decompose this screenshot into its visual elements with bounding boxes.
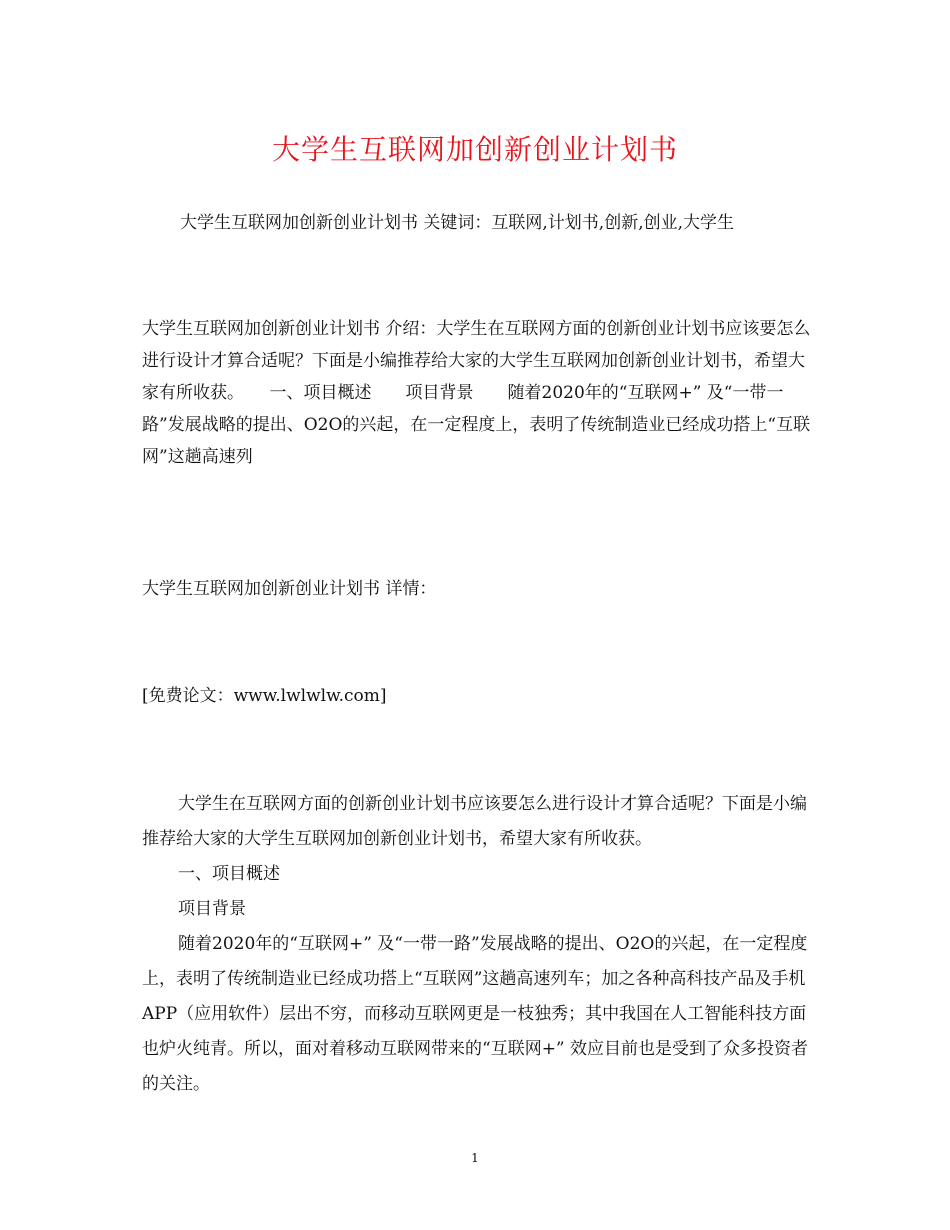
page-title: 大学生互联网加创新创业计划书 <box>271 133 678 166</box>
keywords-line: 大学生互联网加创新创业计划书 关键词：互联网,计划书,创新,创业,大学生 <box>180 213 735 233</box>
body-content <box>142 787 814 1102</box>
intro-text: 大学生互联网加创新创业计划书 介绍：大学生在互联网方面的创新创业计划书应该要怎么进行设计才算合适呢？下面是小编推荐给大家的大学生互联网加创新创业计划书，希望大家有所收获。 一、项目概述 项目背景 随着2020年的“互联网+” 及“一带一路”发展战略的提出、O2O的兴起，在一定程度上，表明了传统制造业已经成功搭上“互联网”这趟高速列 <box>142 319 811 467</box>
page-number: 1 <box>471 1151 479 1165</box>
details-label: 大学生互联网加创新创业计划书 详情： <box>142 579 437 599</box>
body-paragraph: 大学生在互联网方面的创新创业计划书应该要怎么进行设计才算合适呢？下面是小编推荐给大家的大学生互联网加创新创业计划书，希望大家有所收获。 <box>142 794 807 849</box>
body-paragraph: 随着2020年的“互联网+” 及“一带一路”发展战略的提出、O2O的兴起，在一定程度上，表明了传统制造业已经成功搭上“互联网”这趟高速列车；加之各种高科技产品及手机APP（应用软件）层出不穷，而移动互联网更是一枝独秀；其中我国在人工智能科技方面也炉火纯青。所以，面对着移动互联网带来的“互联网+” 效应目前也是受到了众多投资者的关注。 <box>142 934 809 1094</box>
subsection-heading: 项目背景 <box>178 899 246 919</box>
intro-paragraph <box>142 313 814 473</box>
source-link-text: [免费论文：www.lwlwlw.com] <box>142 686 387 706</box>
section-heading: 一、项目概述 <box>178 864 280 884</box>
